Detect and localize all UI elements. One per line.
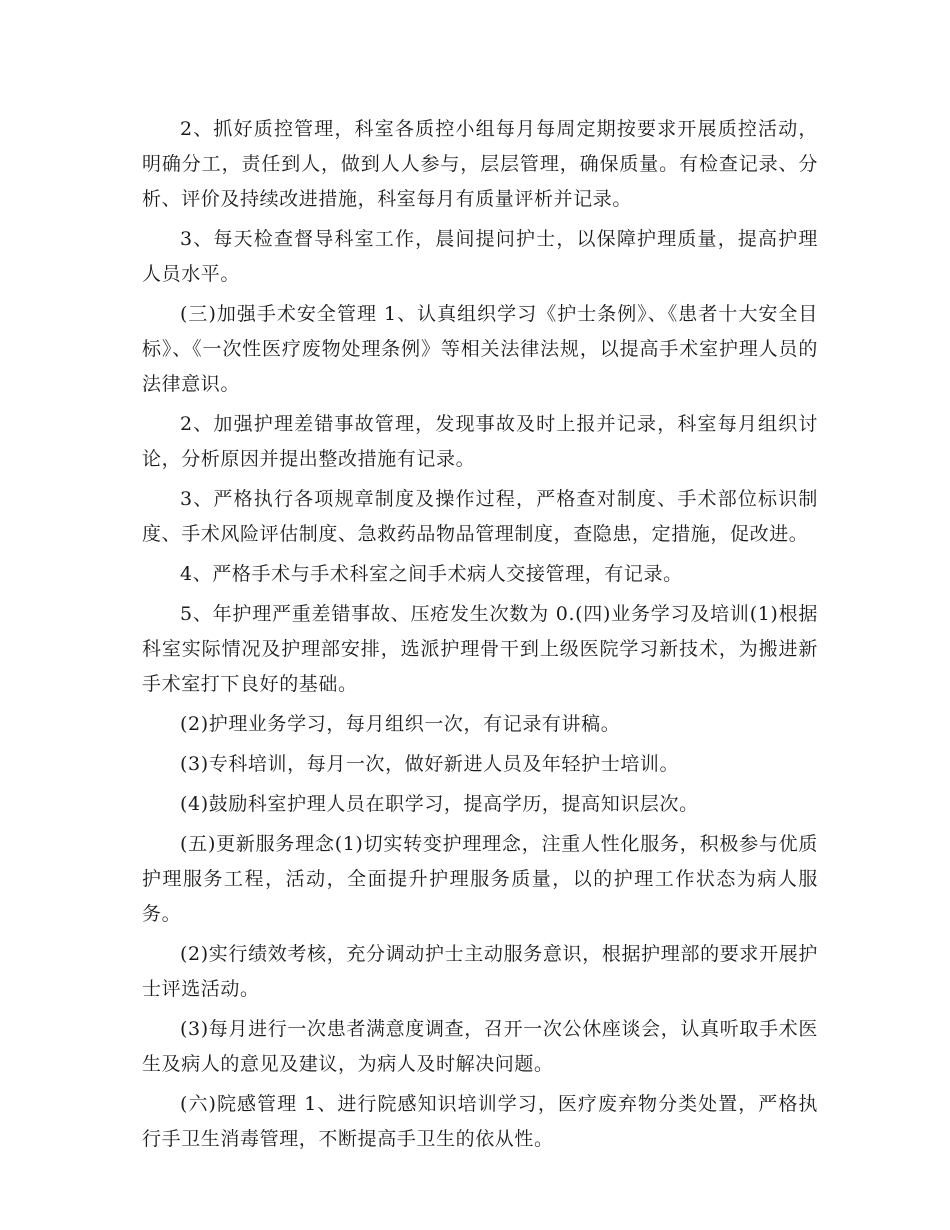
paragraph-training: 5、年护理严重差错事故、压疮发生次数为 0.(四)业务学习及培训(1)根据科室实际情况及护理部安排，选派护理骨干到上级医院学习新技术，为搬进新手术室打下良好的基础。 (142, 603, 818, 695)
paragraph-handover: 4、严格手术与手术科室之间手术病人交接管理，有记录。 (180, 563, 683, 585)
paragraph-quality-control: 2、抓好质控管理，科室各质控小组每月每周定期按要求开展质控活动，明确分工，责任到人，做到人人参与，层层管理，确保质量。有检查记录、分析、评价及持续改进措施，科室每月有质量评析并记录。 (142, 118, 818, 210)
paragraph-specialty-training: (3)专科培训，每月一次，做好新进人员及年轻护士培训。 (180, 753, 680, 775)
paragraph-surgical-safety: (三)加强手术安全管理 1、认真组织学习《护士条例》、《患者十大安全目标》、《一次性医疗废物处理条例》等相关法律法规，以提高手术室护理人员的法律意识。 (142, 303, 818, 395)
paragraph-business-study: (2)护理业务学习，每月组织一次，有记录有讲稿。 (180, 713, 621, 735)
paragraph-regulations: 3、严格执行各项规章制度及操作过程，严格查对制度、手术部位标识制度、手术风险评估制度、急救药品物品管理制度，查隐患，定措施，促改进。 (142, 488, 818, 545)
paragraph-performance-review: (2)实行绩效考核，充分调动护士主动服务意识，根据护理部的要求开展护士评选活动。 (142, 943, 818, 1000)
paragraph-service-concept: (五)更新服务理念(1)切实转变护理理念，注重人性化服务，积极参与优质护理服务工程，活动，全面提升护理服务质量，以的护理工作状态为病人服务。 (142, 833, 818, 925)
document-page (142, 112, 818, 1162)
paragraph-satisfaction-survey: (3)每月进行一次患者满意度调查，召开一次公休座谈会，认真听取手术医生及病人的意见及建议，为病人及时解决问题。 (142, 1018, 818, 1075)
paragraph-in-service-study: (4)鼓励科室护理人员在职学习，提高学历，提高知识层次。 (180, 793, 699, 815)
paragraph-daily-inspection: 3、每天检查督导科室工作，晨间提问护士，以保障护理质量，提高护理人员水平。 (142, 228, 818, 285)
paragraph-infection-control: (六)院感管理 1、进行院感知识培训学习，医疗废弃物分类处置，严格执行手卫生消毒管理，不断提高手卫生的依从性。 (142, 1093, 818, 1150)
paragraph-error-management: 2、加强护理差错事故管理，发现事故及时上报并记录，科室每月组织讨论，分析原因并提出整改措施有记录。 (142, 413, 818, 470)
